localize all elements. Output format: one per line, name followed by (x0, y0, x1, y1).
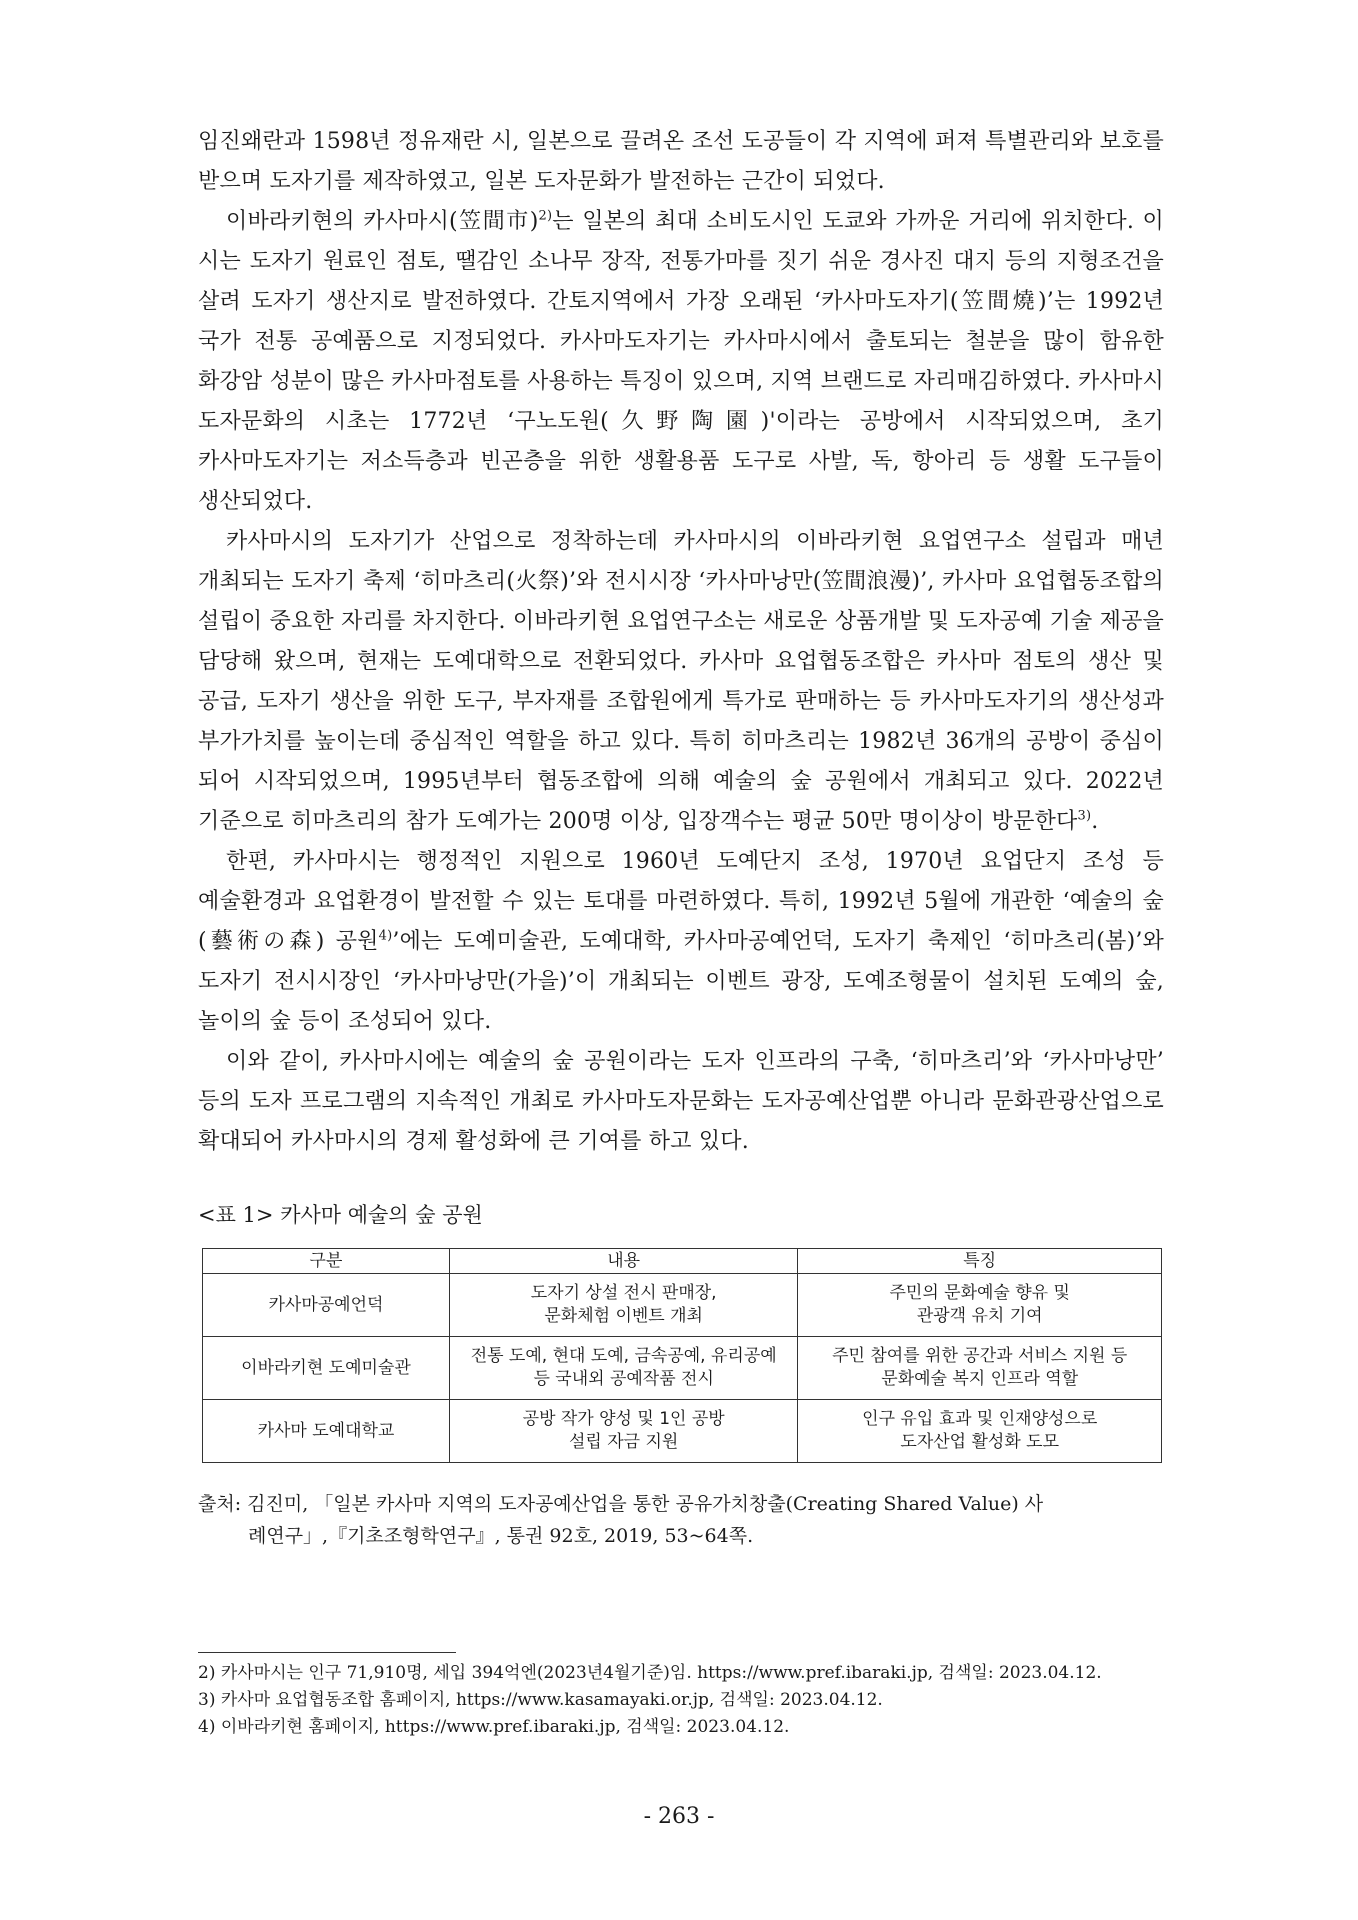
table-cell-name: 카사마 도예대학교 (203, 1400, 450, 1463)
paragraph-5 (198, 1042, 1164, 1162)
paragraph-2-text-b: 는 일본의 최대 소비도시인 도쿄와 가까운 거리에 위치한다. 이 시는 도자기 원료인 점토, 땔감인 소나무 장작, 전통가마를 짓기 쉬운 경사진 대지 등의 지형조건을 살려 도자기 생산지로 발전하였다. 간토지역에서 가장 오래된 ‘카사마도자기(笠間燒)’는 1992년 국가 전통 공예품으로 지정되었다. 카사마도자기는 카사마시에서 출토되는 철분을 많이 함유한 화강암 성분이 많은 카사마점토를 사용하는 특징이 있으며, 지역 브랜드로 자리매김하였다. 카사마시 도자문화의 시초는 1772년 ‘구노도원(久野陶園)'이라는 공방에서 시작되었으며, 초기 카사마도자기는 저소득층과 빈곤층을 위한 생활용품 도구로 사발, 독, 항아리 등 생활 도구들이 생산되었다. (198, 209, 1164, 514)
cell-line: 도자기 상설 전시 판매장, (530, 1283, 717, 1303)
cell-line: 설립 자금 지원 (569, 1432, 679, 1452)
footnote-divider (198, 1652, 456, 1653)
table-cell-feature (798, 1337, 1162, 1400)
paragraph-5-text: 이와 같이, 카사마시에는 예술의 숲 공원이라는 도자 인프라의 구축, ‘히마츠리’와 ‘카사마낭만’ 등의 도자 프로그램의 지속적인 개최로 카사마도자문화는 도자공예산업뿐 아니라 문화관광산업으로 확대되어 카사마시의 경제 활성화에 큰 기여를 하고 있다. (198, 1049, 1164, 1154)
table-header-cell: 구분 (203, 1249, 450, 1274)
footnote-3: 3) 카사마 요업협동조합 홈페이지, https://www.kasamayaki.or.jp, 검색일: 2023.04.12. (198, 1690, 883, 1710)
cell-line: 인구 유입 효과 및 인재양성으로 (862, 1409, 1098, 1429)
paragraph-3 (198, 522, 1164, 842)
footnote-ref-2: 2) (538, 208, 553, 224)
source-line-2: 례연구」,『기초조형학연구』, 통권 92호, 2019, 53~64쪽. (248, 1525, 754, 1547)
cell-line: 전통 도예, 현대 도예, 금속공예, 유리공예 (470, 1346, 777, 1366)
source-line-1: 출처: 김진미, 「일본 카사마 지역의 도자공예산업을 통한 공유가치창출(Creating Shared Value) 사 (198, 1493, 1044, 1515)
cell-line: 등 국내외 공예작품 전시 (533, 1369, 714, 1389)
paragraph-1-text: 임진왜란과 1598년 정유재란 시, 일본으로 끌려온 조선 도공들이 각 지역에 퍼져 특별관리와 보호를 받으며 도자기를 제작하였고, 일본 도자문화가 발전하는 근간이 되었다. (198, 129, 1164, 194)
table-header-cell: 특징 (798, 1249, 1162, 1274)
table-cell-content (449, 1274, 797, 1337)
table-source (198, 1488, 1164, 1552)
paragraph-4 (198, 842, 1164, 1042)
table-cell-feature (798, 1400, 1162, 1463)
table-cell-name: 카사마공예언덕 (203, 1274, 450, 1337)
paragraph-1 (198, 122, 1164, 202)
data-table (202, 1248, 1162, 1463)
table-header-cell: 내용 (449, 1249, 797, 1274)
table-row (203, 1400, 1162, 1463)
table-row (203, 1274, 1162, 1337)
paragraph-4-text-a: 한편, 카사마시는 행정적인 지원으로 1960년 도예단지 조성, 1970년 요업단지 조성 등 예술환경과 요업환경이 발전할 수 있는 토대를 마련하였다. 특히, 1992년 5월에 개관한 ‘예술의 숲(藝術の森) 공원 (198, 849, 1164, 954)
paragraph-2 (198, 202, 1164, 522)
table-caption: <표 1> 카사마 예술의 숲 공원 (198, 1203, 483, 1227)
cell-line: 공방 작가 양성 및 1인 공방 (522, 1409, 725, 1429)
cell-line: 문화예술 복지 인프라 역할 (881, 1369, 1079, 1389)
cell-line: 관광객 유치 기여 (916, 1306, 1043, 1326)
paragraph-2-text-a: 이바라키현의 카사마시(笠間市) (226, 209, 539, 234)
table-row (203, 1337, 1162, 1400)
cell-line: 도자산업 활성화 도모 (900, 1432, 1060, 1452)
footnote-ref-3: 3) (1077, 808, 1092, 824)
table-cell-feature (798, 1274, 1162, 1337)
paragraph-3-text-b: . (1091, 809, 1099, 834)
footnote-ref-4: 4) (378, 928, 393, 944)
table-cell-name: 이바라키현 도예미술관 (203, 1337, 450, 1400)
table-cell-content (449, 1337, 797, 1400)
cell-line: 문화체험 이벤트 개최 (544, 1306, 703, 1326)
table-header-row (203, 1249, 1162, 1274)
footnote-4: 4) 이바라키현 홈페이지, https://www.pref.ibaraki.jp, 검색일: 2023.04.12. (198, 1717, 790, 1737)
page-number: - 263 - (643, 1804, 715, 1829)
table-cell-content (449, 1400, 797, 1463)
footnotes (198, 1660, 1164, 1741)
footnote-2: 2) 카사마시는 인구 71,910명, 세입 394억엔(2023년4월기준)임. https://www.pref.ibaraki.jp, 검색일: 2023.04.12. (198, 1663, 1102, 1683)
cell-line: 주민 참여를 위한 공간과 서비스 지원 등 (832, 1346, 1128, 1366)
cell-line: 주민의 문화예술 향유 및 (889, 1283, 1070, 1303)
paragraph-3-text-a: 카사마시의 도자기가 산업으로 정착하는데 카사마시의 이바라키현 요업연구소 설립과 매년 개최되는 도자기 축제 ‘히마츠리(火祭)’와 전시시장 ‘카사마낭만(笠間浪漫)’, 카사마 요업협동조합의 설립이 중요한 자리를 차지한다. 이바라키현 요업연구소는 새로운 상품개발 및 도자공예 기술 제공을 담당해 왔으며, 현재는 도예대학으로 전환되었다. 카사마 요업협동조합은 카사마 점토의 생산 및 공급, 도자기 생산을 위한 도구, 부자재를 조합원에게 특가로 판매하는 등 카사마도자기의 생산성과 부가가치를 높이는데 중심적인 역할을 하고 있다. 특히 히마츠리는 1982년 36개의 공방이 중심이 되어 시작되었으며, 1995년부터 협동조합에 의해 예술의 숲 공원에서 개최되고 있다. 2022년 기준으로 히마츠리의 참가 도예가는 200명 이상, 입장객수는 평균 50만 명이상이 방문한다 (198, 529, 1164, 834)
paragraph-4-text-b: ’에는 도예미술관, 도예대학, 카사마공예언덕, 도자기 축제인 ‘히마츠리(봄)’와 도자기 전시시장인 ‘카사마낭만(가을)’이 개최되는 이벤트 광장, 도예조형물이 설치된 도예의 숲, 놀이의 숲 등이 조성되어 있다. (198, 929, 1165, 1034)
body-text (198, 122, 1164, 1162)
